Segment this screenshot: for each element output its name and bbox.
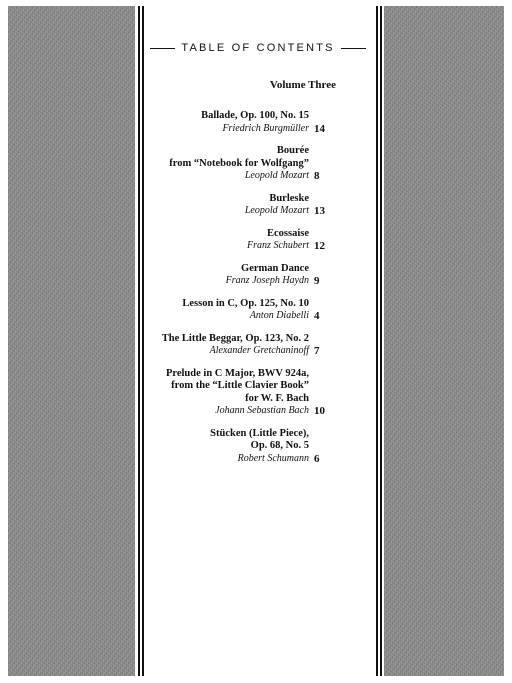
entry-page-number: 8 xyxy=(314,170,320,182)
heading-rule-left xyxy=(150,48,175,49)
entry-title: German Dance xyxy=(241,262,309,274)
left-textured-panel xyxy=(8,6,135,676)
entry-page-number: 14 xyxy=(314,122,325,135)
entry-title: Bourée from “Notebook for Wolfgang” xyxy=(169,145,309,169)
toc-entry[interactable] xyxy=(150,263,350,288)
toc-list xyxy=(150,110,350,475)
entry-composer: Leopold Mozart xyxy=(244,205,309,216)
volume-label: Volume Three xyxy=(269,79,336,91)
entry-page-number: 6 xyxy=(314,452,320,465)
toc-entry[interactable] xyxy=(150,333,350,358)
entry-title: Stücken (Little Piece), Op. 68, No. 5 xyxy=(210,427,309,451)
entry-composer: Franz Joseph Haydn xyxy=(225,275,309,286)
toc-entry[interactable] xyxy=(150,298,350,323)
entry-title: Prelude in C Major, BWV 924a, from the “Little Clavier Book” for W. F. Bach xyxy=(165,367,309,404)
entry-title: Ballade, Op. 100, No. 15 xyxy=(201,110,309,121)
entry-page-number: 9 xyxy=(314,275,320,287)
entry-composer: Leopold Mozart xyxy=(244,170,309,181)
entry-composer: Johann Sebastian Bach xyxy=(215,405,309,416)
entry-title: The Little Beggar, Op. 123, No. 2 xyxy=(161,332,309,344)
entry-composer: Alexander Gretchaninoff xyxy=(209,345,309,356)
entry-composer: Robert Schumann xyxy=(237,452,309,464)
entry-page-number: 10 xyxy=(314,405,325,417)
left-border-line-inner xyxy=(142,6,144,676)
toc-entry[interactable] xyxy=(150,368,350,418)
entry-title: Ecossaise xyxy=(267,227,309,239)
entry-composer: Franz Schubert xyxy=(247,240,309,251)
toc-entry[interactable] xyxy=(150,428,350,466)
entry-title: Burleske xyxy=(269,192,309,204)
toc-entry[interactable] xyxy=(150,228,350,253)
toc-heading xyxy=(150,40,366,56)
toc-entry[interactable] xyxy=(150,145,350,183)
heading-rule-right xyxy=(341,48,366,49)
entry-composer: Friedrich Burgmüller xyxy=(222,122,309,134)
entry-page-number: 13 xyxy=(314,205,325,217)
right-textured-panel xyxy=(384,6,504,676)
entry-page-number: 7 xyxy=(314,345,320,357)
toc-entry[interactable] xyxy=(150,110,350,135)
entry-page-number: 4 xyxy=(314,310,320,322)
toc-entry[interactable] xyxy=(150,193,350,218)
right-border-line-outer xyxy=(380,6,382,676)
entry-title: Lesson in C, Op. 125, No. 10 xyxy=(182,297,309,309)
entry-page-number: 12 xyxy=(314,240,325,252)
left-border-line-outer xyxy=(138,6,140,676)
right-border-line-inner xyxy=(376,6,378,676)
toc-title: TABLE OF CONTENTS xyxy=(181,42,335,54)
entry-composer: Anton Diabelli xyxy=(249,310,309,321)
